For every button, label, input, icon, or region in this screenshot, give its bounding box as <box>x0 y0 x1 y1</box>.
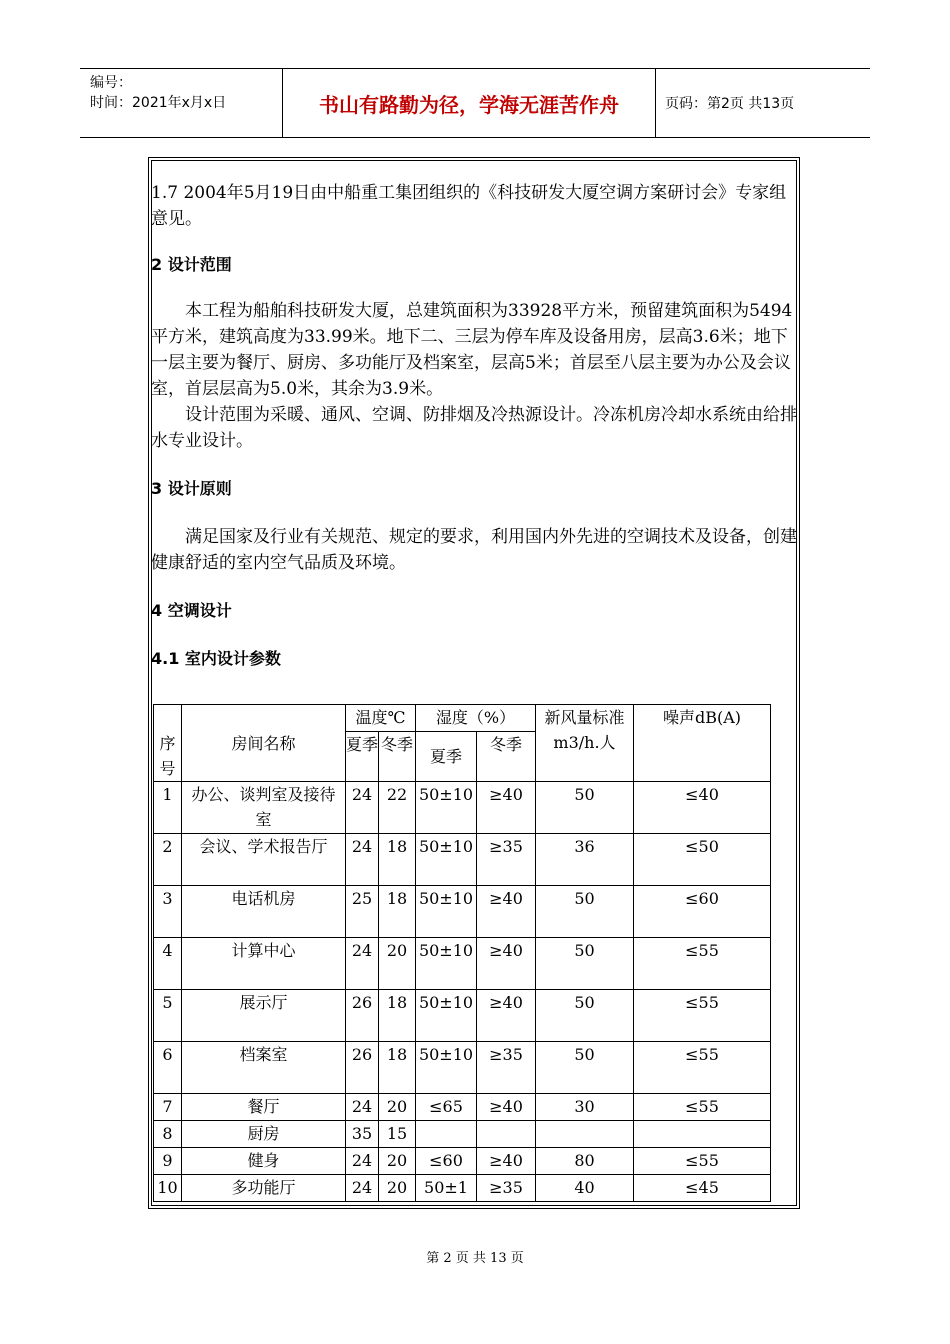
cell-hs: 50±10 <box>416 834 477 886</box>
cell-noise: ≤45 <box>634 1175 771 1202</box>
cell-hw: ≥35 <box>477 834 536 886</box>
header-noise: 噪声dB(A) <box>634 705 771 782</box>
cell-hw: ≥40 <box>477 1148 536 1175</box>
table-row <box>154 1148 771 1175</box>
cell-room: 会议、学术报告厅 <box>182 834 346 886</box>
header-hum-winter: 冬季 <box>477 732 536 782</box>
cell-noise: ≤55 <box>634 1042 771 1094</box>
header-temp-summer: 夏季 <box>346 732 379 782</box>
section-3-paragraph: 满足国家及行业有关规范、规定的要求，利用国内外先进的空调技术及设备，创建健康舒适的室内空气品质及环境。 <box>151 527 797 573</box>
cell-hs: 50±10 <box>416 990 477 1042</box>
cell-room: 档案室 <box>182 1042 346 1094</box>
cell-air: 50 <box>536 990 634 1042</box>
cell-no: 9 <box>154 1148 182 1175</box>
table-row <box>154 782 771 834</box>
cell-room: 展示厅 <box>182 990 346 1042</box>
cell-hw <box>477 1121 536 1148</box>
cell-air: 50 <box>536 886 634 938</box>
cell-ts: 26 <box>346 990 379 1042</box>
cell-hw: ≥40 <box>477 1094 536 1121</box>
cell-noise: ≤55 <box>634 1094 771 1121</box>
cell-hs <box>416 1121 477 1148</box>
page-footer: 第 2 页 共 13 页 <box>426 1251 524 1266</box>
cell-hs: ≤60 <box>416 1148 477 1175</box>
cell-tw: 18 <box>379 1042 416 1094</box>
cell-room: 餐厅 <box>182 1094 346 1121</box>
cell-no: 8 <box>154 1121 182 1148</box>
section-2-title: 2 设计范围 <box>151 255 232 274</box>
page-header <box>80 68 870 138</box>
cell-ts: 24 <box>346 938 379 990</box>
header-room: 房间名称 <box>182 705 346 782</box>
cell-tw: 20 <box>379 1094 416 1121</box>
header-humidity: 湿度（%） <box>416 705 536 732</box>
header-temp: 温度℃ <box>346 705 416 732</box>
table-row <box>154 1175 771 1202</box>
cell-noise: ≤60 <box>634 886 771 938</box>
section-2-paragraph-2: 设计范围为采暖、通风、空调、防排烟及冷热源设计。冷冻机房冷却水系统由给排水专业设计。 <box>151 405 797 451</box>
cell-room: 电话机房 <box>182 886 346 938</box>
cell-tw: 20 <box>379 1148 416 1175</box>
table-row <box>154 990 771 1042</box>
cell-hs: 50±10 <box>416 1042 477 1094</box>
header-hum-summer: 夏季 <box>416 732 477 782</box>
cell-hw: ≥35 <box>477 1042 536 1094</box>
table-body <box>154 782 771 1202</box>
cell-room: 健身 <box>182 1148 346 1175</box>
table-row <box>154 834 771 886</box>
cell-noise: ≤55 <box>634 1148 771 1175</box>
cell-noise: ≤50 <box>634 834 771 886</box>
cell-hw: ≥35 <box>477 1175 536 1202</box>
table-row <box>154 938 771 990</box>
header-temp-winter: 冬季 <box>379 732 416 782</box>
table-row <box>154 1042 771 1094</box>
cell-tw: 22 <box>379 782 416 834</box>
cell-tw: 15 <box>379 1121 416 1148</box>
cell-no: 7 <box>154 1094 182 1121</box>
cell-air: 40 <box>536 1175 634 1202</box>
cell-air: 80 <box>536 1148 634 1175</box>
cell-hs: ≤65 <box>416 1094 477 1121</box>
section-3-title: 3 设计原则 <box>151 479 232 498</box>
cell-hs: 50±1 <box>416 1175 477 1202</box>
cell-no: 3 <box>154 886 182 938</box>
table-row <box>154 1094 771 1121</box>
cell-no: 6 <box>154 1042 182 1094</box>
cell-hs: 50±10 <box>416 782 477 834</box>
cell-air: 50 <box>536 938 634 990</box>
cell-hw: ≥40 <box>477 782 536 834</box>
cell-hs: 50±10 <box>416 886 477 938</box>
cell-ts: 24 <box>346 834 379 886</box>
cell-hw: ≥40 <box>477 990 536 1042</box>
cell-ts: 35 <box>346 1121 379 1148</box>
cell-no: 2 <box>154 834 182 886</box>
cell-air: 30 <box>536 1094 634 1121</box>
doc-number-label: 编号： <box>90 75 132 91</box>
cell-noise <box>634 1121 771 1148</box>
section-2-paragraph-1: 本工程为船舶科技研发大厦，总建筑面积为33928平方米，预留建筑面积为5494平方米，建筑高度为33.99米。地下二、三层为停车库及设备用房，层高3.6米；地下一层主要为餐厅、厨房、多功能厅及档案室，层高5米；首层至八层主要为办公及会议室，首层层高为5.0米，其余为3.9米。 <box>151 301 793 399</box>
cell-no: 1 <box>154 782 182 834</box>
cell-room: 办公、谈判室及接待室 <box>182 782 346 834</box>
cell-noise: ≤40 <box>634 782 771 834</box>
cell-tw: 18 <box>379 990 416 1042</box>
cell-room: 多功能厅 <box>182 1175 346 1202</box>
cell-air: 50 <box>536 1042 634 1094</box>
cell-hs: 50±10 <box>416 938 477 990</box>
indoor-design-parameters-table <box>153 704 771 1202</box>
cell-noise: ≤55 <box>634 938 771 990</box>
header-motto: 书山有路勤为径，学海无涯苦作舟 <box>283 69 656 137</box>
section-4-title: 4 空调设计 <box>151 601 232 620</box>
cell-tw: 18 <box>379 834 416 886</box>
cell-ts: 24 <box>346 1175 379 1202</box>
cell-no: 5 <box>154 990 182 1042</box>
cell-air: 36 <box>536 834 634 886</box>
doc-date: 时间：2021年x月x日 <box>90 95 227 111</box>
cell-no: 10 <box>154 1175 182 1202</box>
cell-ts: 24 <box>346 1094 379 1121</box>
header-page-info: 页码：第2页 共13页 <box>665 96 795 112</box>
cell-ts: 26 <box>346 1042 379 1094</box>
cell-air: 50 <box>536 782 634 834</box>
table-row <box>154 886 771 938</box>
header-no: 序号 <box>154 705 182 782</box>
cell-ts: 24 <box>346 1148 379 1175</box>
cell-room: 计算中心 <box>182 938 346 990</box>
cell-hw: ≥40 <box>477 886 536 938</box>
section-1-7: 1.7 2004年5月19日由中船重工集团组织的《科技研发大厦空调方案研讨会》专家组意见。 <box>151 183 787 229</box>
cell-tw: 20 <box>379 938 416 990</box>
section-4-1-title: 4.1 室内设计参数 <box>151 649 281 668</box>
cell-ts: 24 <box>346 782 379 834</box>
cell-noise: ≤55 <box>634 990 771 1042</box>
header-meta <box>80 69 283 137</box>
cell-air <box>536 1121 634 1148</box>
cell-room: 厨房 <box>182 1121 346 1148</box>
cell-tw: 20 <box>379 1175 416 1202</box>
cell-no: 4 <box>154 938 182 990</box>
cell-ts: 25 <box>346 886 379 938</box>
table-row <box>154 1121 771 1148</box>
cell-hw: ≥40 <box>477 938 536 990</box>
document-body <box>151 180 801 672</box>
header-fresh-air: 新风量标准m3/h.人 <box>536 705 634 782</box>
cell-tw: 18 <box>379 886 416 938</box>
